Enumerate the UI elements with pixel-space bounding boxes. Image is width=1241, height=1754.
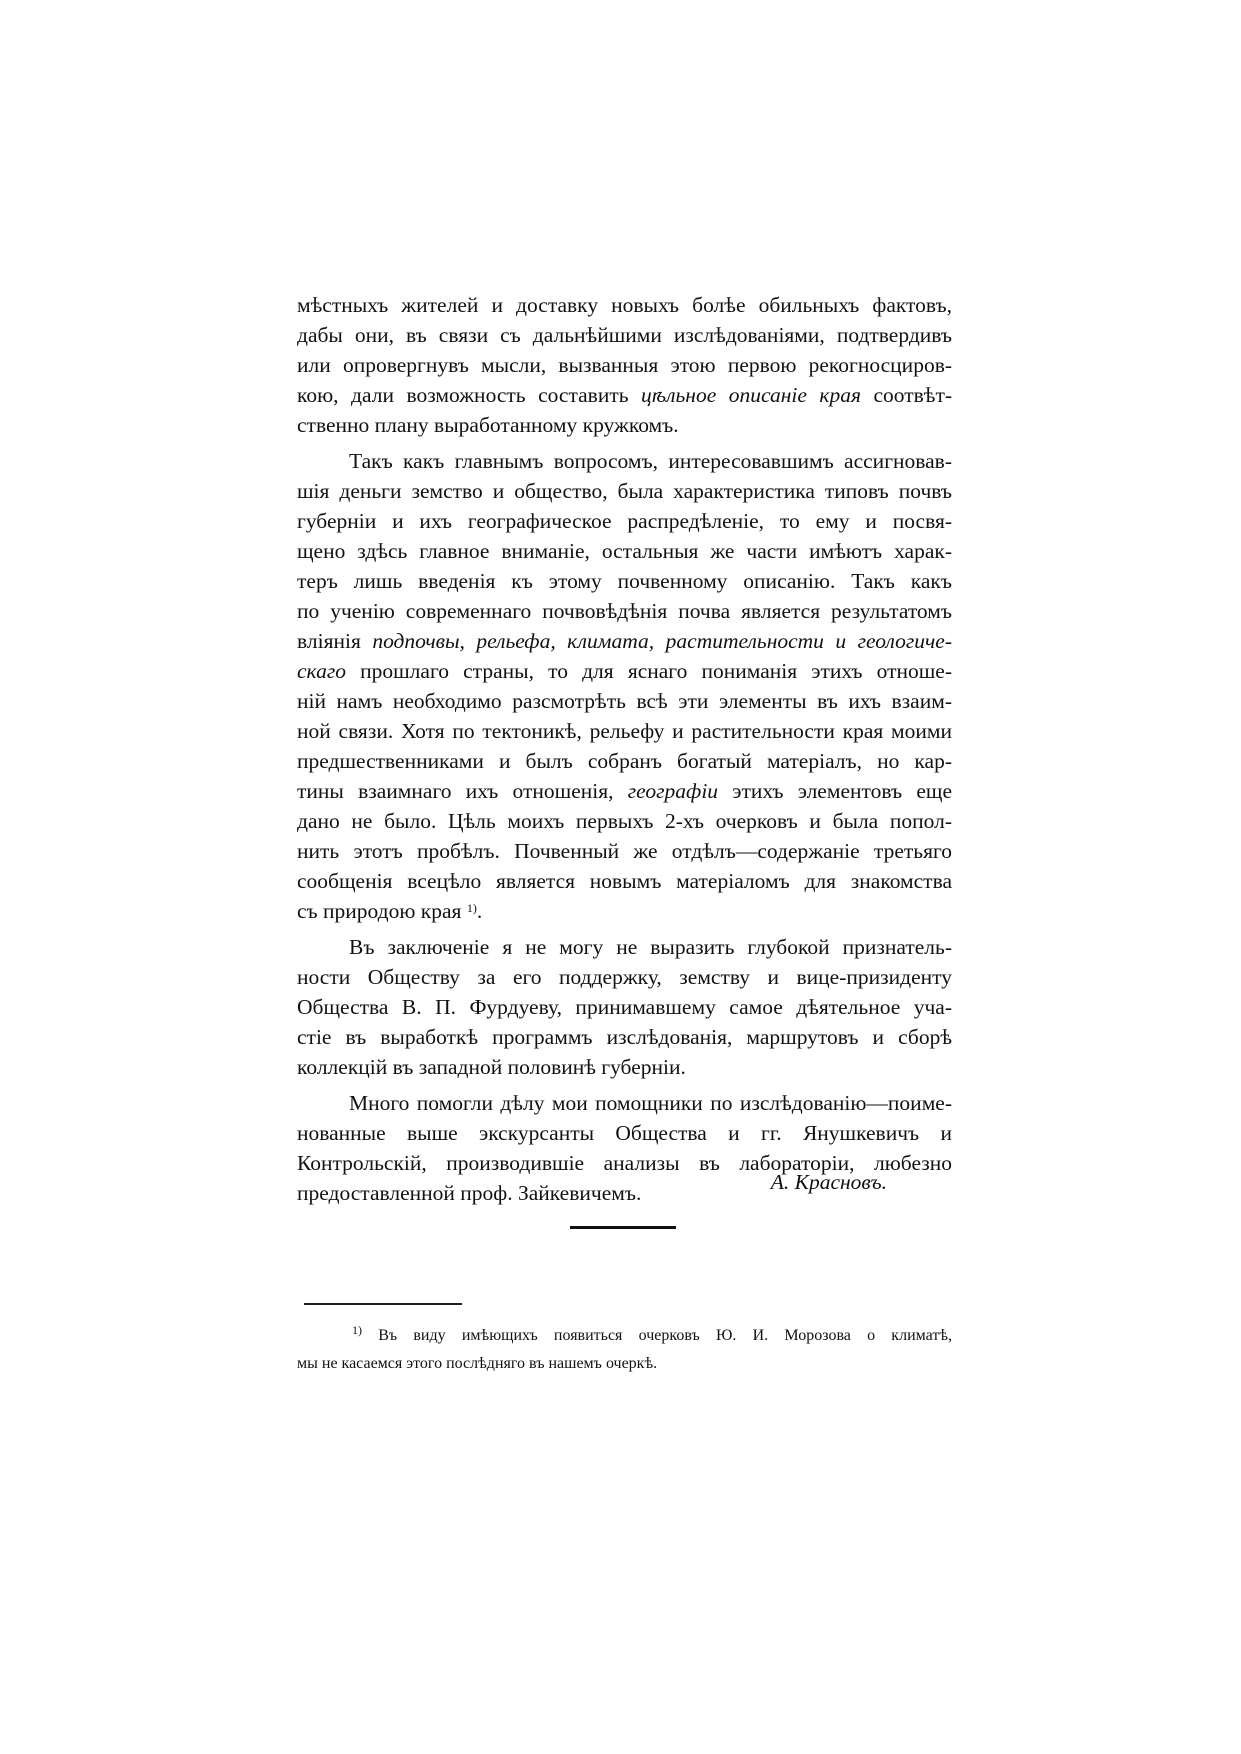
text-span: съ природою края	[297, 899, 467, 923]
text-line: губерніи и ихъ географическое распредѣленіе, то ему и посвя-	[297, 509, 952, 533]
text-line: ственно плану выработанному кружкомъ.	[297, 413, 679, 437]
text-line: теръ лишь введенія къ этому почвенному описанію. Такъ какъ	[297, 569, 952, 593]
text-line	[297, 656, 952, 686]
text-span: Въ виду имѣющихъ появиться очерковъ Ю. И. Морозова о климатѣ,	[378, 1327, 953, 1344]
emphasis: подпочвы, рельефа, климата, растительности и геологиче-	[372, 629, 953, 653]
text-line: коллекцій въ западной половинѣ губерніи.	[297, 1055, 686, 1079]
main-text	[297, 290, 952, 1208]
footnote-divider	[304, 1303, 462, 1305]
footnote-reference: 1)	[466, 901, 477, 915]
emphasis: географіи	[627, 779, 719, 803]
text-span: .	[476, 899, 483, 923]
text-line: нить этотъ пробѣлъ. Почвенный же отдѣлъ—содержаніе третьяго	[297, 839, 952, 863]
text-line: сообщенія всецѣло является новымъ матеріаломъ для знакомства	[297, 869, 952, 893]
text-line: шія деньги земство и общество, была характеристика типовъ почвъ	[297, 479, 952, 503]
text-span: вліянія	[297, 629, 373, 653]
text-line: ній намъ необходимо разсмотрѣть всѣ эти элементы въ ихъ взаим-	[297, 689, 952, 713]
emphasis: скаго	[297, 659, 346, 683]
text-line	[297, 896, 952, 926]
text-line: ности Обществу за его поддержку, земству и вице-призиденту	[297, 965, 952, 989]
paragraph-soil-types	[297, 446, 952, 926]
text-line: щено здѣсь главное вниманіе, остальныя же части имѣютъ харак-	[297, 539, 952, 563]
text-line: Общества В. П. Фурдуеву, принимавшему самое дѣятельное уча-	[297, 995, 952, 1019]
text-line: Такъ какъ главнымъ вопросомъ, интересовавшимъ ассигновав-	[349, 449, 952, 473]
text-line: Много помогли дѣлу мои помощники по изслѣдованію—поиме-	[349, 1091, 952, 1115]
text-span: прошлаго страны, то для яснаго пониманія этихъ отноше-	[345, 659, 952, 683]
text-line: дано не было. Цѣль моихъ первыхъ 2-хъ очерковъ и была попол-	[297, 809, 952, 833]
paragraph-intro	[297, 290, 952, 440]
text-line: Контрольскій, производившіе анализы въ лабораторіи, любезно	[297, 1151, 952, 1175]
text-span: этихъ элементовъ еще	[718, 779, 952, 803]
text-span: тины взаимнаго ихъ отношенія,	[297, 779, 628, 803]
paragraph-acknowledgement	[297, 932, 952, 1082]
text-span: кою, дали возможность составить	[297, 383, 642, 407]
text-span: соотвѣт-	[860, 383, 953, 407]
text-line	[297, 776, 952, 806]
footnote-line	[297, 1322, 952, 1350]
section-divider	[570, 1226, 676, 1229]
footnote	[297, 1322, 952, 1378]
text-line	[297, 626, 952, 656]
text-line: Въ заключеніе я не могу не выразить глубокой признатель-	[349, 935, 952, 959]
text-line: по ученію современнаго почвовѣдѣнія почва является результатомъ	[297, 599, 952, 623]
footnote-mark: 1)	[352, 1323, 362, 1337]
footnote-line: мы не касаемся этого послѣдняго въ нашемъ очеркѣ.	[297, 1355, 658, 1372]
text-line: предшественниками и былъ собранъ богатый матеріалъ, но кар-	[297, 749, 952, 773]
text-line: ной связи. Хотя по тектоникѣ, рельефу и растительности края моими	[297, 719, 952, 743]
signature: А. Красновъ.	[770, 1170, 887, 1194]
text-line: или опровергнувъ мысли, вызванныя этою первою рекогносциров-	[297, 353, 952, 377]
text-line: дабы они, въ связи съ дальнѣйшими изслѣдованіями, подтвердивъ	[297, 323, 952, 347]
text-line: мѣстныхъ жителей и доставку новыхъ болѣе обильныхъ фактовъ,	[297, 293, 952, 317]
emphasis: цѣльное описаніе края	[641, 383, 861, 407]
text-line: нованные выше экскурсанты Общества и гг. Янушкевичъ и	[297, 1121, 952, 1145]
text-line	[297, 380, 952, 410]
text-line: стіе въ выработкѣ программъ изслѣдованія, маршрутовъ и сборѣ	[297, 1025, 952, 1049]
text-line: предоставленной проф. Зайкевичемъ.	[297, 1181, 642, 1205]
